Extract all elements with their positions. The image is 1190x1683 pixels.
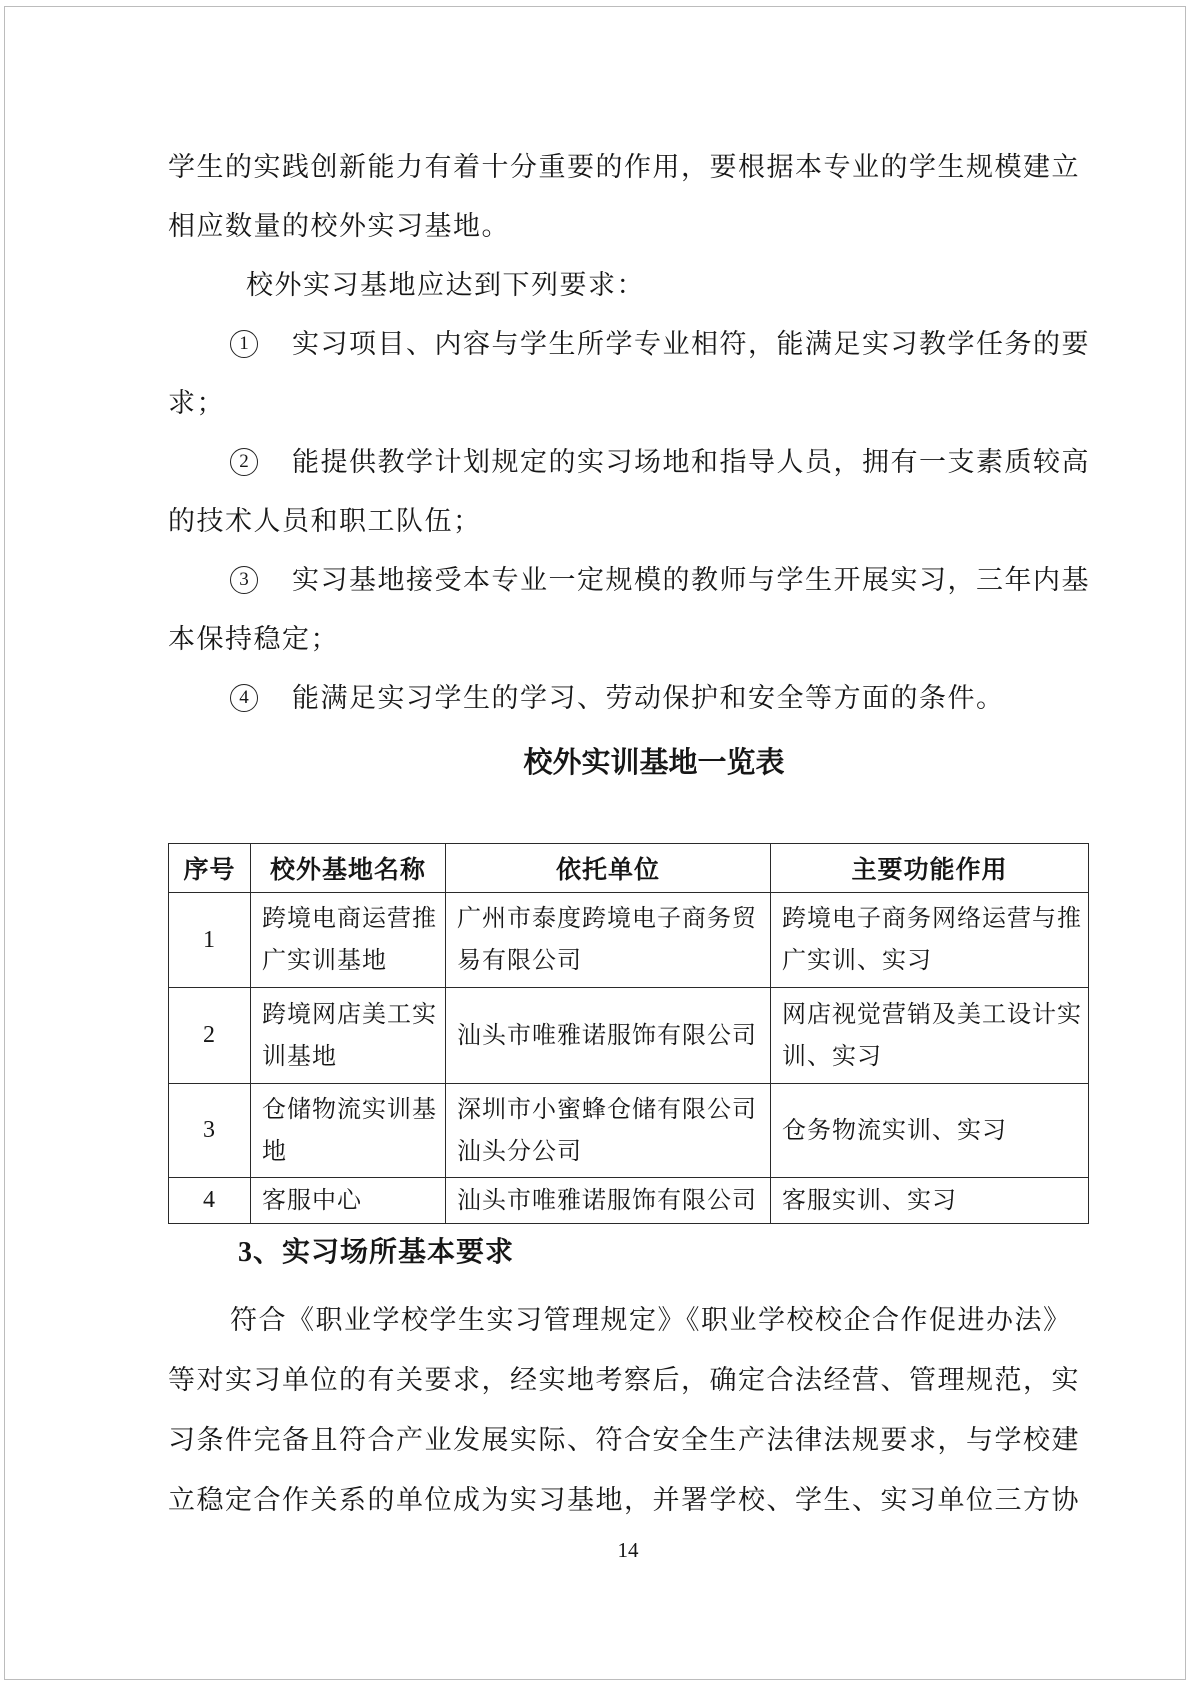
- cell-text-line: 仓储物流实训基: [262, 1096, 437, 1123]
- table-header-cell: 校外基地名称: [251, 844, 446, 893]
- cell-text-line: 地: [262, 1138, 287, 1165]
- cell-base-name: [251, 893, 446, 988]
- cell-text-line: 深圳市小蜜蜂仓储有限公司: [457, 1096, 757, 1123]
- table-row: [169, 893, 1089, 988]
- circled-number-icon: 1: [230, 330, 258, 358]
- circled-number-icon: 4: [230, 684, 258, 712]
- cell-text-line: 汕头分公司: [457, 1138, 582, 1165]
- cell-text-line: 易有限公司: [457, 948, 582, 974]
- table-header-row: [169, 844, 1089, 893]
- cell-function: [771, 1084, 1089, 1178]
- cell-seq: 4: [169, 1178, 251, 1224]
- paragraph-requirements-intro: 校外实习基地应达到下列要求：: [246, 270, 645, 300]
- list-item-first-line: 2 能提供教学计划规定的实习场地和指导人员，拥有一支素质较高: [168, 433, 1088, 492]
- paragraph-line: 符合《职业学校学生实习管理规定》《职业学校校企合作促进办法》: [230, 1305, 1072, 1335]
- cell-text-line: 网店视觉营销及美工设计实: [782, 1001, 1082, 1028]
- table-row: [169, 1084, 1089, 1178]
- paragraph-site-requirements: [168, 1290, 1088, 1530]
- cell-text-line: 广实训基地: [262, 948, 387, 974]
- circled-number-icon: 3: [230, 566, 258, 594]
- list-item-first-line: 3 实习基地接受本专业一定规模的教师与学生开展实习，三年内基: [168, 551, 1088, 610]
- cell-base-name: [251, 1178, 446, 1224]
- section-heading: 3、实习场所基本要求: [238, 1237, 515, 1268]
- cell-unit: [446, 1084, 771, 1178]
- cell-unit: [446, 988, 771, 1084]
- paragraph-line: 习条件完备且符合产业发展实际、符合安全生产法律法规要求，与学校建: [168, 1425, 1080, 1455]
- paragraph-intro: [168, 138, 1088, 256]
- cell-unit: [446, 893, 771, 988]
- list-item-wrap-line: 本保持稳定；: [168, 624, 339, 654]
- training-bases-table: [168, 843, 1089, 1224]
- list-item-first-line: 1 实习项目、内容与学生所学专业相符，能满足实习教学任务的要: [168, 315, 1088, 374]
- page-number: 14: [617, 1538, 639, 1562]
- list-item-wrap-line: 的技术人员和职工队伍；: [168, 506, 482, 536]
- table-row: [169, 988, 1089, 1084]
- table-header-cell: 序号: [169, 844, 251, 893]
- table-header-cell: 依托单位: [446, 844, 771, 893]
- cell-text-line: 汕头市唯雅诺服饰有限公司: [457, 1022, 757, 1049]
- cell-text-line: 训、实习: [782, 1043, 882, 1070]
- paragraph-line: 学生的实践创新能力有着十分重要的作用，要根据本专业的学生规模建立: [168, 152, 1080, 182]
- list-item-wrap-line: 求；: [168, 388, 225, 418]
- cell-function: [771, 988, 1089, 1084]
- cell-base-name: [251, 1084, 446, 1178]
- cell-unit: [446, 1178, 771, 1224]
- paragraph-line: 相应数量的校外实习基地。: [168, 211, 510, 241]
- list-item-first-line: 4 能满足实习学生的学习、劳动保护和安全等方面的条件。: [168, 669, 1088, 728]
- paragraph-line: 等对实习单位的有关要求，经实地考察后，确定合法经营、管理规范，实: [168, 1365, 1080, 1395]
- table-title: 校外实训基地一览表: [523, 747, 785, 779]
- cell-text-line: 客服实训、实习: [782, 1187, 957, 1214]
- cell-seq: 3: [169, 1084, 251, 1178]
- paragraph-line: 立稳定合作关系的单位成为实习基地，并署学校、学生、实习单位三方协: [168, 1485, 1080, 1515]
- cell-text-line: 客服中心: [262, 1187, 362, 1214]
- table-row: [169, 1178, 1089, 1224]
- requirements-list: [168, 315, 1088, 728]
- cell-text-line: 训基地: [262, 1043, 337, 1070]
- cell-text-line: 汕头市唯雅诺服饰有限公司: [457, 1187, 757, 1214]
- cell-text-line: 跨境网店美工实: [262, 1001, 437, 1028]
- cell-base-name: [251, 988, 446, 1084]
- cell-seq: 2: [169, 988, 251, 1084]
- cell-text-line: 跨境电子商务网络运营与推: [782, 906, 1082, 932]
- table-header-cell: 主要功能作用: [771, 844, 1089, 893]
- cell-text-line: 广州市泰度跨境电子商务贸: [457, 906, 757, 932]
- cell-text-line: 跨境电商运营推: [262, 906, 437, 932]
- cell-function: [771, 1178, 1089, 1224]
- cell-text-line: 仓务物流实训、实习: [782, 1117, 1007, 1144]
- cell-function: [771, 893, 1089, 988]
- cell-seq: 1: [169, 893, 251, 988]
- cell-text-line: 广实训、实习: [782, 948, 932, 974]
- circled-number-icon: 2: [230, 448, 258, 476]
